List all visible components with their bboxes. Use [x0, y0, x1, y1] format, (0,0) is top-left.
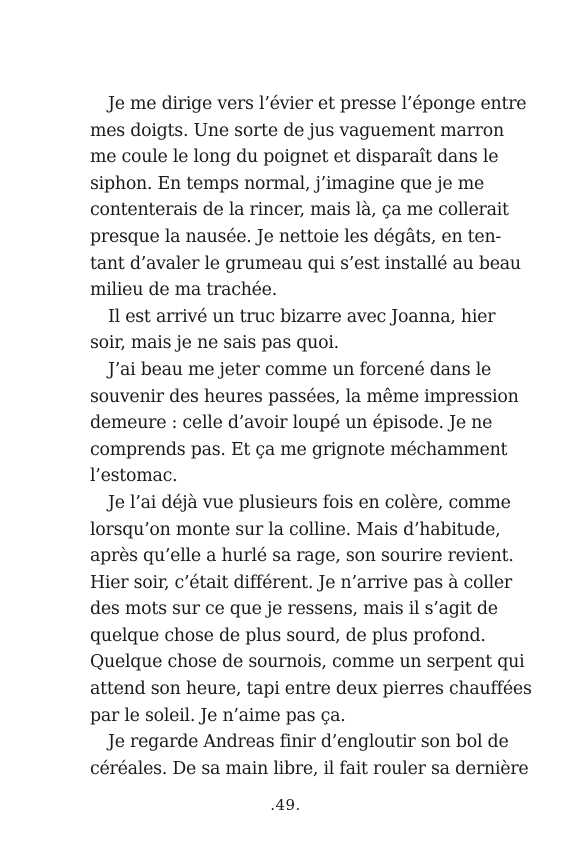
text-line: siphon. En temps normal, j’imagine que je me	[90, 173, 484, 194]
text-line: après qu’elle a hurlé sa rage, son sourire revient.	[90, 546, 514, 567]
text-line: Je l’ai déjà vue plusieurs fois en colère, comme	[108, 492, 511, 513]
paragraph-5	[90, 729, 529, 782]
text-line: contenterais de la rincer, mais là, ça me collerait	[90, 200, 509, 221]
text-line: Hier soir, c’était différent. Je n’arrive pas à coller	[90, 572, 512, 593]
text-line: me coule le long du poignet et disparaît dans le	[90, 147, 499, 168]
paragraph-4	[90, 490, 532, 729]
text-line: l’estomac.	[90, 466, 178, 487]
text-line: céréales. De sa main libre, il fait rouler sa dernière	[90, 758, 529, 779]
text-line: souvenir des heures passées, la même impression	[90, 386, 519, 407]
text-line: Je regarde Andreas finir d’engloutir son bol de	[108, 732, 509, 753]
text-line: lorsqu’on monte sur la colline. Mais d’habitude,	[90, 519, 501, 540]
text-line: des mots sur ce que je ressens, mais il s’agit de	[90, 599, 498, 620]
text-line: demeure : celle d’avoir loupé un épisode. Je ne	[90, 413, 493, 434]
text-line: mes doigts. Une sorte de jus vaguement marron	[90, 120, 504, 141]
text-line: J’ai beau me jeter comme un forcené dans le	[108, 359, 492, 380]
text-line: comprends pas. Et ça me grignote méchamment	[90, 439, 508, 460]
page-number: .49.	[270, 796, 301, 814]
text-line: Quelque chose de sournois, comme un serpent qui	[90, 652, 525, 673]
text-line: Il est arrivé un truc bizarre avec Joanna, hier	[108, 306, 496, 327]
text-line: quelque chose de plus sourd, de plus profond.	[90, 625, 486, 646]
paragraph-1	[90, 91, 527, 304]
text-line: Je me dirige vers l’évier et presse l’éponge entre	[108, 94, 527, 114]
text-line: soir, mais je ne sais pas quoi.	[90, 333, 339, 354]
text-line: attend son heure, tapi entre deux pierres chauffées	[90, 679, 532, 700]
text-line: tant d’avaler le grumeau qui s’est installé au beau	[90, 253, 521, 274]
text-line: milieu de ma trachée.	[90, 280, 278, 301]
text-line: presque la nausée. Je nettoie les dégâts, en ten-	[90, 226, 502, 247]
book-page-text	[90, 91, 532, 782]
paragraph-3	[90, 357, 519, 490]
text-line: par le soleil. Je n’aime pas ça.	[90, 705, 346, 726]
paragraph-2	[90, 304, 496, 357]
